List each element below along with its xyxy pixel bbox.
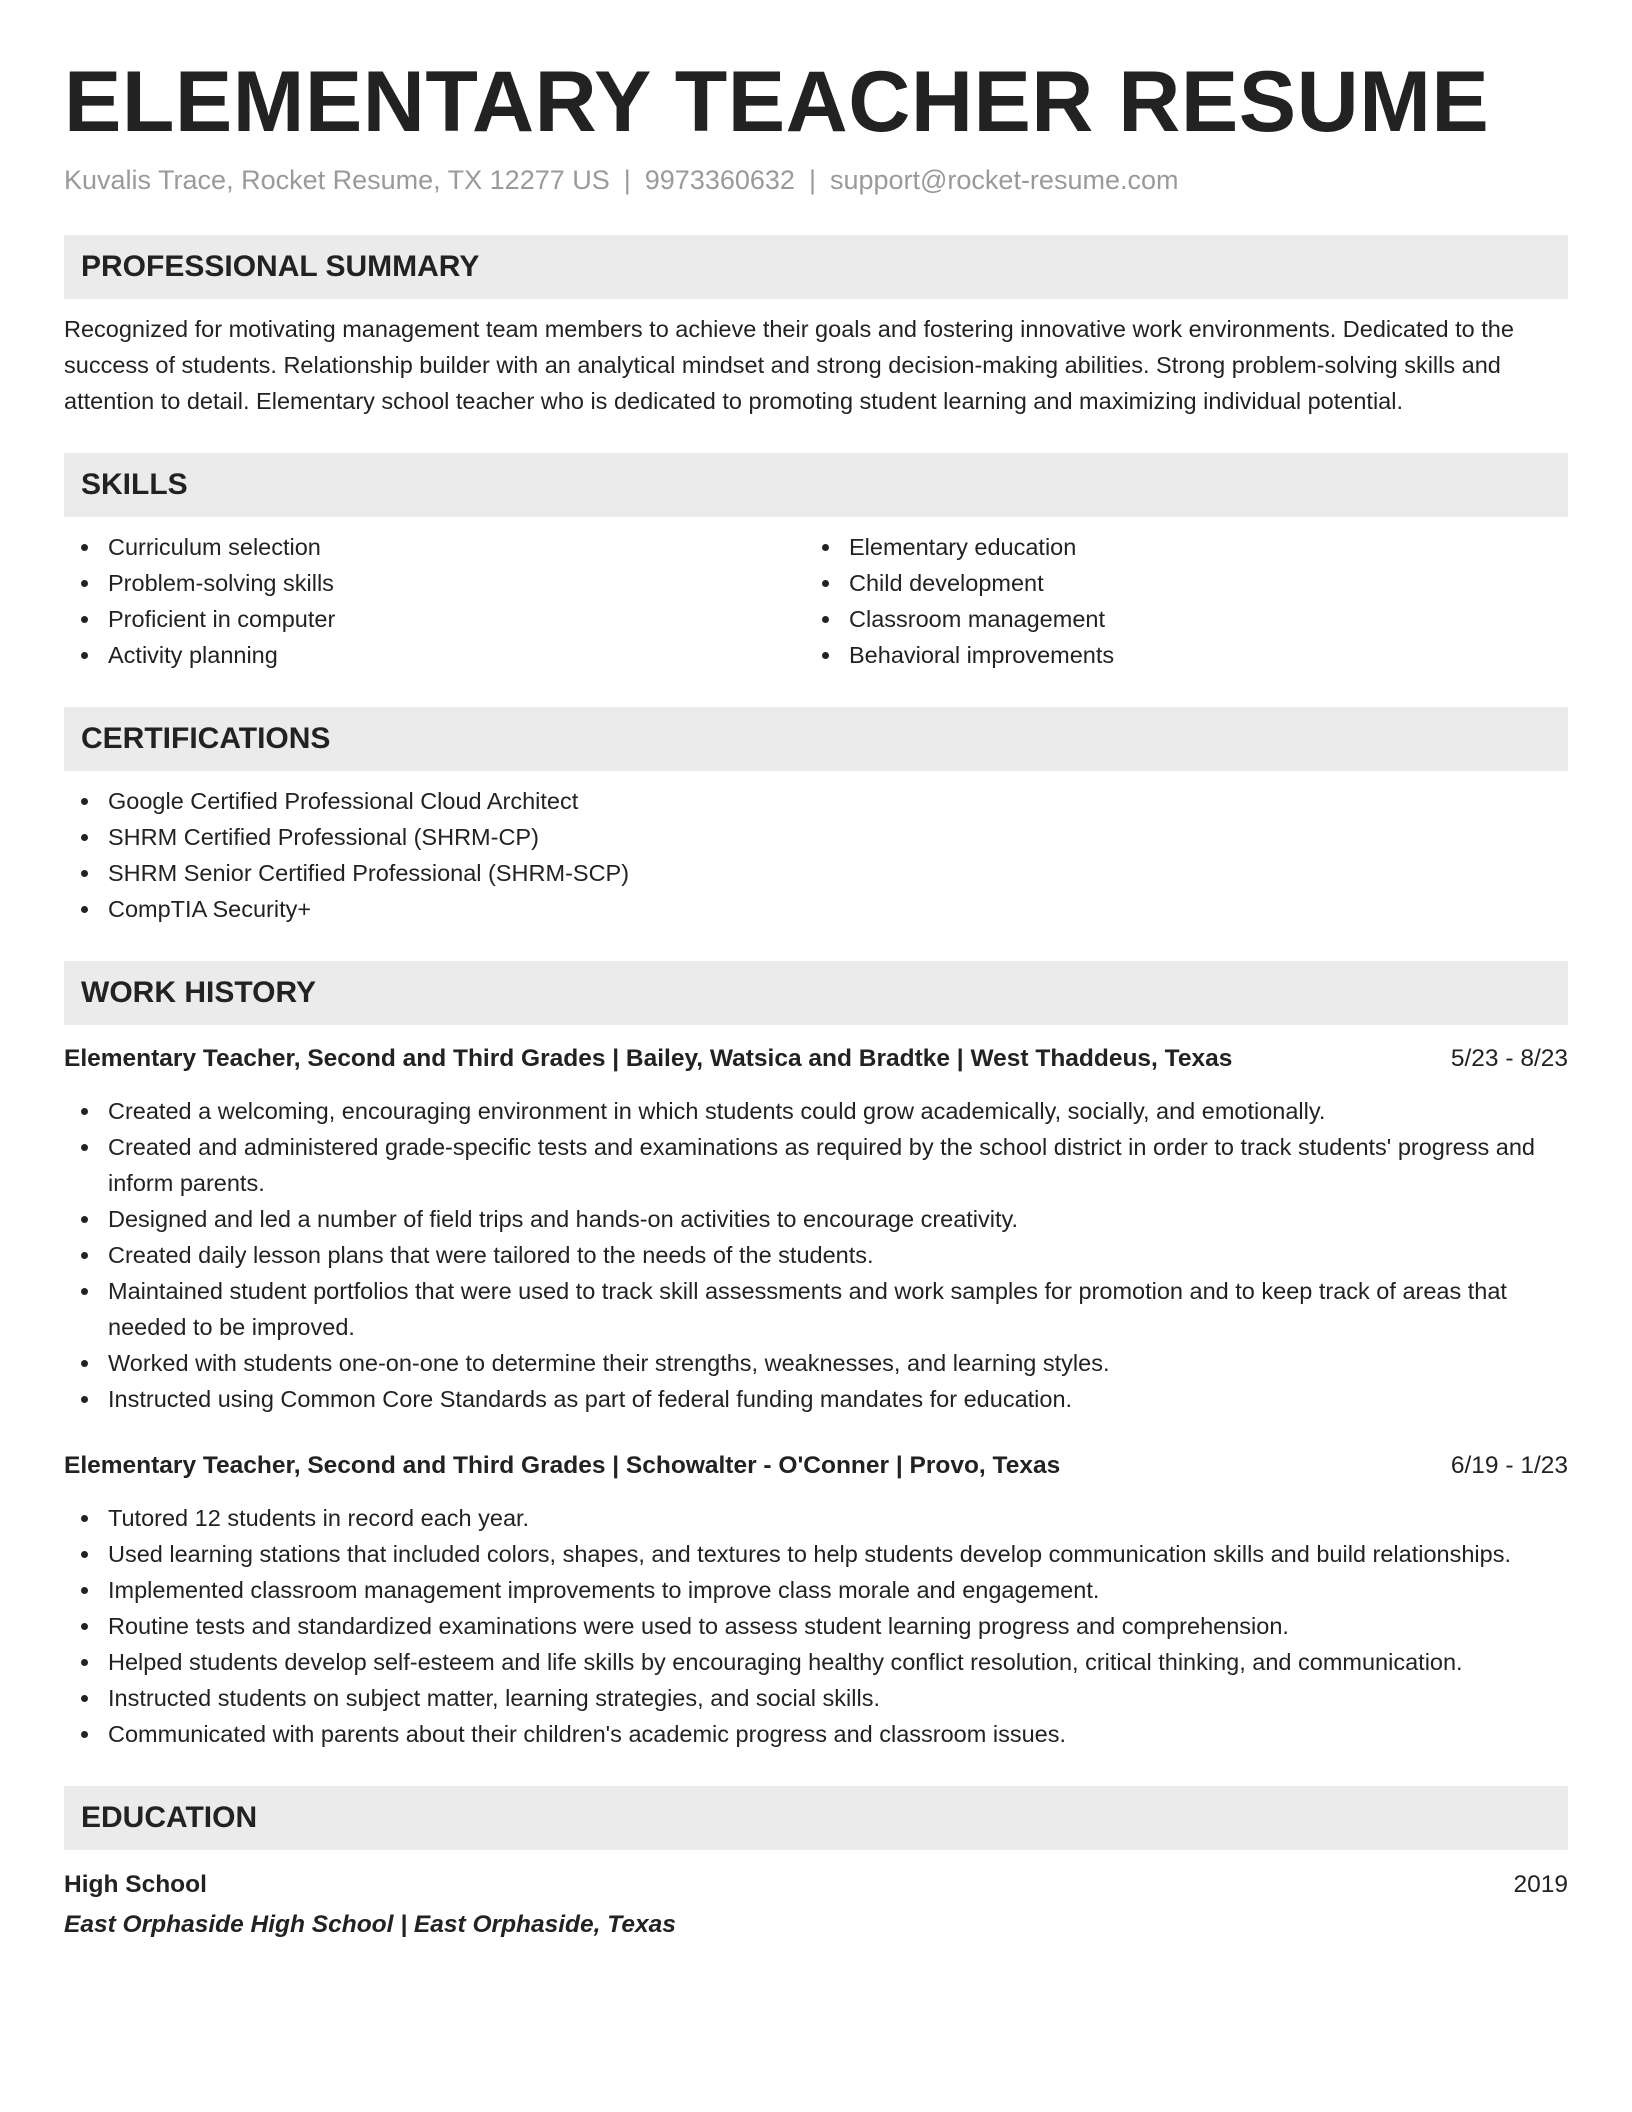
- section-header-work-history: WORK HISTORY: [64, 961, 1568, 1025]
- job-header: [64, 1041, 1568, 1077]
- skill-item: Activity planning: [64, 637, 805, 673]
- contact-line: [64, 162, 1568, 198]
- skills-list-left: [64, 529, 805, 673]
- section-header-skills: SKILLS: [64, 453, 1568, 517]
- resume-title: ELEMENTARY TEACHER RESUME: [64, 54, 1490, 150]
- job-bullets: [64, 1093, 1568, 1417]
- job-header: [64, 1448, 1568, 1484]
- job-bullet: Instructed using Common Core Standards as part of federal funding mandates for education.: [64, 1381, 1568, 1417]
- education-header: [64, 1867, 1568, 1903]
- job-bullet: Instructed students on subject matter, learning strategies, and social skills.: [64, 1680, 1568, 1716]
- skill-item: Classroom management: [805, 601, 1546, 637]
- skill-item: Elementary education: [805, 529, 1546, 565]
- contact-email[interactable]: support@rocket-resume.com: [829, 165, 1179, 195]
- education-degree: High School: [64, 1871, 207, 1898]
- job-dates: 6/19 - 1/23: [1450, 1452, 1568, 1479]
- summary-text: Recognized for motivating management team members to achieve their goals and fostering innovative work environments. Dedicated to the success of students. Relationship builder with an analytical mindset and strong decision-making abilities. Strong problem-solving skills and attention to detail. Elementary school teacher who is dedicated to promoting student learning and maximizing individual potential.: [64, 316, 1514, 414]
- skills-list-right: [805, 529, 1546, 673]
- section-header-certifications: CERTIFICATIONS: [64, 707, 1568, 771]
- job-bullet: Created daily lesson plans that were tailored to the needs of the students.: [64, 1237, 1568, 1273]
- skill-item: Problem-solving skills: [64, 565, 805, 601]
- job-bullet: Created and administered grade-specific tests and examinations as required by the school district in order to track students' progress and inform parents.: [64, 1129, 1568, 1201]
- job-bullet: Tutored 12 students in record each year.: [64, 1500, 1568, 1536]
- job-bullet: Helped students develop self-esteem and life skills by encouraging healthy conflict resolution, critical thinking, and communication.: [64, 1644, 1568, 1680]
- job-bullet: Implemented classroom management improvements to improve class morale and engagement.: [64, 1572, 1568, 1608]
- certification-item: CompTIA Security+: [64, 891, 1568, 927]
- certification-item: Google Certified Professional Cloud Architect: [64, 783, 1568, 819]
- job-bullet: Used learning stations that included colors, shapes, and textures to help students develop communication skills and build relationships.: [64, 1536, 1568, 1572]
- skills-grid: [64, 529, 1568, 673]
- job-bullet: Created a welcoming, encouraging environment in which students could grow academically, socially, and emotionally.: [64, 1093, 1568, 1129]
- job-bullet: Routine tests and standardized examinations were used to assess student learning progress and comprehension.: [64, 1608, 1568, 1644]
- job-dates: 5/23 - 8/23: [1450, 1045, 1568, 1072]
- skill-item: Child development: [805, 565, 1546, 601]
- job-entry: [64, 1041, 1568, 1417]
- job-entry: [64, 1448, 1568, 1752]
- education-year: 2019: [1513, 1871, 1568, 1898]
- contact-phone: 9973360632: [644, 165, 795, 195]
- job-heading: Elementary Teacher, Second and Third Grades | Schowalter - O'Conner | Provo, Texas: [64, 1452, 1061, 1479]
- resume-page: [64, 52, 1568, 1943]
- job-bullets: [64, 1500, 1568, 1752]
- section-header-summary: PROFESSIONAL SUMMARY: [64, 235, 1568, 299]
- certification-item: SHRM Senior Certified Professional (SHRM-SCP): [64, 855, 1568, 891]
- certification-item: SHRM Certified Professional (SHRM-CP): [64, 819, 1568, 855]
- contact-address: Kuvalis Trace, Rocket Resume, TX 12277 US: [64, 165, 610, 195]
- education-school: East Orphaside High School | East Orphaside, Texas: [64, 1911, 676, 1938]
- contact-separator: |: [808, 165, 816, 195]
- job-bullet: Communicated with parents about their children's academic progress and classroom issues.: [64, 1716, 1568, 1752]
- job-bullet: Worked with students one-on-one to determine their strengths, weaknesses, and learning styles.: [64, 1345, 1568, 1381]
- contact-separator: |: [623, 165, 631, 195]
- job-bullet: Maintained student portfolios that were used to track skill assessments and work samples for promotion and to keep track of areas that needed to be improved.: [64, 1273, 1568, 1345]
- skill-item: Behavioral improvements: [805, 637, 1546, 673]
- skill-item: Curriculum selection: [64, 529, 805, 565]
- certifications-list: [64, 783, 1568, 927]
- job-bullet: Designed and led a number of field trips and hands-on activities to encourage creativity.: [64, 1201, 1568, 1237]
- job-heading: Elementary Teacher, Second and Third Grades | Bailey, Watsica and Bradtke | West Thaddeus, Texas: [64, 1045, 1233, 1072]
- section-header-education: EDUCATION: [64, 1786, 1568, 1850]
- skill-item: Proficient in computer: [64, 601, 805, 637]
